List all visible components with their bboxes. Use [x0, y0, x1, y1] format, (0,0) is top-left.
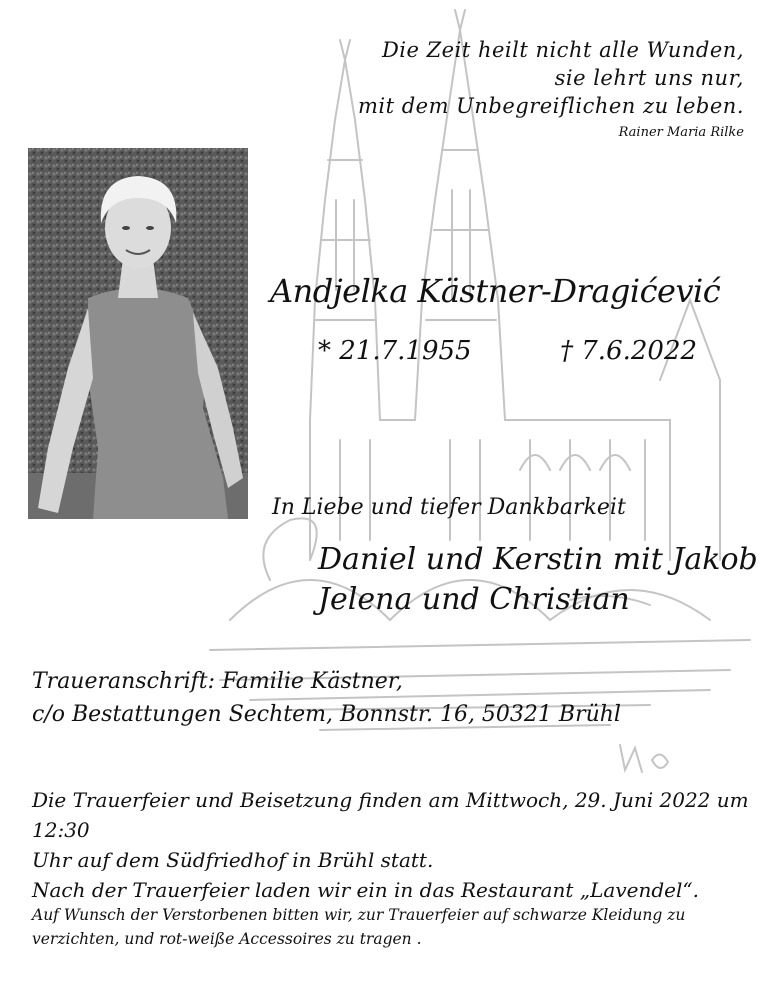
mourning-address — [32, 665, 621, 731]
quote-line: Die Zeit heilt nicht alle Wunden, — [381, 38, 744, 62]
deceased-name: Andjelka Kästner-Dragićević — [270, 272, 721, 310]
quote-line: mit dem Unbegreiflichen zu leben. — [357, 94, 744, 118]
quote-author: Rainer Maria Rilke — [618, 125, 744, 140]
ceremony-line: Uhr auf dem Südfriedhof in Brühl statt. — [32, 848, 434, 872]
ceremony-line: Die Trauerfeier und Beisetzung finden am Mittwoch, 29. Juni 2022 um 12:30 — [32, 788, 749, 842]
quote-line: sie lehrt uns nur, — [554, 66, 744, 90]
dress-code-note — [32, 903, 752, 951]
wish-line: Auf Wunsch der Verstorbenen bitten wir, zur Trauerfeier auf schwarze Kleidung zu — [32, 906, 686, 924]
birth-date: * 21.7.1955 — [318, 336, 472, 366]
dedication: In Liebe und tiefer Dankbarkeit — [272, 495, 626, 520]
death-date: † 7.6.2022 — [560, 336, 698, 366]
mourner-line: Daniel und Kerstin mit Jakob — [318, 542, 758, 577]
wish-line: verzichten, und rot-weiße Accessoires zu tragen . — [32, 930, 422, 948]
ceremony-info — [32, 785, 766, 905]
mourner-line: Jelena und Christian — [318, 582, 630, 617]
rilke-quote — [358, 36, 744, 144]
ceremony-line: Nach der Trauerfeier laden wir ein in das Restaurant „Lavendel“. — [32, 878, 699, 902]
portrait-photo — [28, 148, 248, 519]
address-line: c/o Bestattungen Sechtem, Bonnstr. 16, 50321 Brühl — [32, 702, 621, 727]
address-line: Traueranschrift: Familie Kästner, — [32, 669, 403, 694]
mourner-names — [318, 540, 758, 620]
